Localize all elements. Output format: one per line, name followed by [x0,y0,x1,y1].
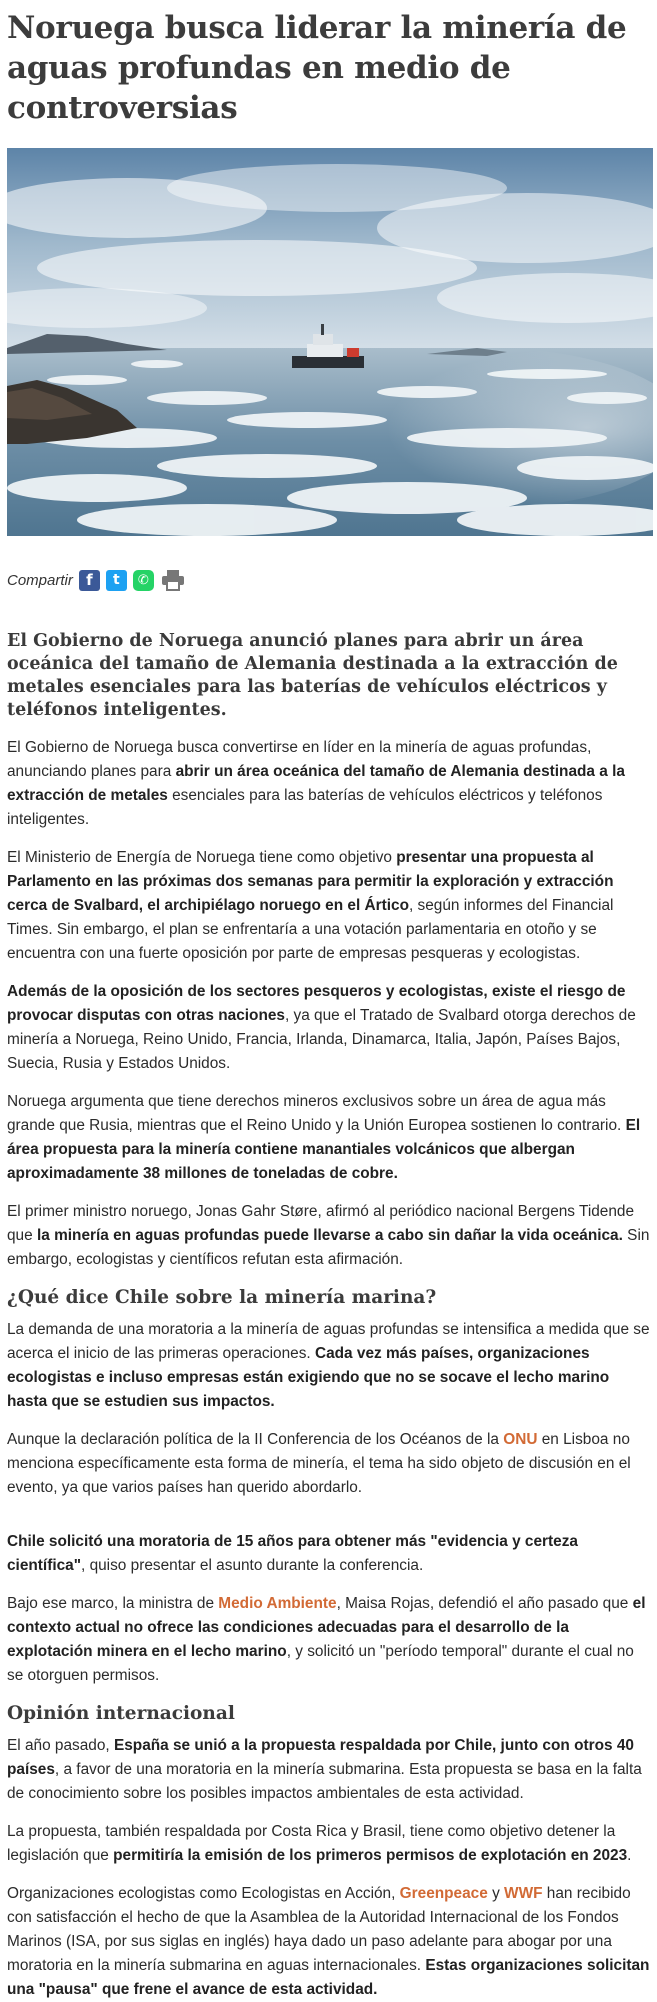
link-wwf[interactable]: WWF [504,1885,543,1902]
paragraph-8: Chile solicitó una moratoria de 15 años para obtener más "evidencia y certeza científica", quiso presentar el asunto durante la conferencia. [7,1533,578,1574]
link-greenpeace[interactable]: Greenpeace [399,1885,488,1902]
share-label: Compartir [7,571,73,589]
section-heading-chile: ¿Qué dice Chile sobre la minería marina? [7,1287,437,1308]
whatsapp-share-button[interactable] [133,570,154,591]
paragraph-1: El Gobierno de Noruega busca convertirse en líder en la minería de aguas profundas, anunciando planes para abrir un área oceánica del tamaño de Alemania destinada a la extracción de metales esenciales para las baterías de vehículos eléctricos y teléfonos inteligentes. [7,739,625,828]
twitter-share-button[interactable] [106,570,127,591]
paragraph-5: El primer ministro noruego, Jonas Gahr Støre, afirmó al periódico nacional Bergens Tidende que la minería en aguas profundas puede llevarse a cabo sin dañar la vida oceánica. Sin embargo, ecologistas y científicos refutan esta afirmación. [7,1203,650,1268]
link-onu[interactable]: ONU [503,1431,538,1448]
facebook-icon: f [86,570,93,589]
paragraph-10: El año pasado, España se unió a la propuesta respaldada por Chile, junto con otros 40 países, a favor de una moratoria en la minería submarina. Esta propuesta se basa en la falta de conocimiento sobre los posibles impactos ambientales de esta actividad. [7,1737,642,1802]
article [7,0,653,2002]
paragraph-11: La propuesta, también respaldada por Costa Rica y Brasil, tiene como objetivo detener la legislación que permitiría la emisión de los primeros permisos de explotación en 2023. [7,1823,632,1864]
paragraph-12: Organizaciones ecologistas como Ecologistas en Acción, Greenpeace y WWF han recibido con satisfacción el hecho de que la Asamblea de la Autoridad Internacional de los Fondos Marinos (ISA, por sus siglas en inglés) haya dado un paso adelante para abogar por una moratoria en la minería submarina en aguas internacionales. Estas organizaciones solicitan una "pausa" que frene el avance de esta actividad. [7,1885,650,1998]
print-button[interactable] [160,570,186,591]
whatsapp-icon: ✆ [137,572,149,588]
article-lead: El Gobierno de Noruega anunció planes para abrir un área oceánica del tamaño de Alemania destinada a la extracción de metales esenciales para las baterías de vehículos eléctricos y teléfonos inteligentes. [7,631,618,720]
paragraph-9: Bajo ese marco, la ministra de Medio Ambiente, Maisa Rojas, defendió el año pasado que el contexto actual no ofrece las condiciones adecuadas para el desarrollo de la explotación minera en el lecho marino, y solicitó un "período temporal" durante el cual no se otorguen permisos. [7,1595,646,1684]
print-icon [161,569,185,591]
paragraph-4: Noruega argumenta que tiene derechos mineros exclusivos sobre un área de agua más grande que Rusia, mientras que el Reino Unido y la Unión Europea sostienen lo contrario. El área propuesta para la minería contiene manantiales volcánicos que albergan aproximadamente 38 millones de toneladas de cobre. [7,1093,641,1182]
paragraph-3: Además de la oposición de los sectores pesqueros y ecologistas, existe el riesgo de provocar disputas con otras naciones, ya que el Tratado de Svalbard otorga derechos de minería a Noruega, Reino Unido, Francia, Irlanda, Dinamarca, Italia, Japón, Países Bajos, Suecia, Rusia y Estados Unidos. [7,983,636,1072]
link-medio-ambiente[interactable]: Medio Ambiente [218,1595,337,1612]
arctic-ship-photo [7,148,653,536]
hero-image [7,148,653,536]
paragraph-6: La demanda de una moratoria a la minería de aguas profundas se intensifica a medida que se acerca el inicio de las primeras operaciones. Cada vez más países, organizaciones ecologistas e incluso empresas están exigiendo que no se socave el lecho marino hasta que se estudien sus impactos. [7,1321,650,1410]
section-heading-opinion: Opinión internacional [7,1703,235,1724]
facebook-share-button[interactable] [79,570,100,591]
share-bar [7,566,653,594]
paragraph-7: Aunque la declaración política de la II Conferencia de los Océanos de la ONU en Lisboa no menciona específicamente esta forma de minería, el tema ha sido objeto de discusión en el evento, ya que varios países han querido abordarlo. [7,1431,631,1496]
article-headline: Noruega busca liderar la minería de aguas profundas en medio de controversias [7,10,627,126]
twitter-icon: t [113,571,120,588]
paragraph-2: El Ministerio de Energía de Noruega tiene como objetivo presentar una propuesta al Parlamento en las próximas dos semanas para permitir la exploración y extracción cerca de Svalbard, el archipiélago noruego en el Ártico, según informes del Financial Times. Sin embargo, el plan se enfrentaría a una votación parlamentaria en otoño y se encuentra con una fuerte oposición por parte de empresas pesqueras y ecologistas. [7,849,614,962]
